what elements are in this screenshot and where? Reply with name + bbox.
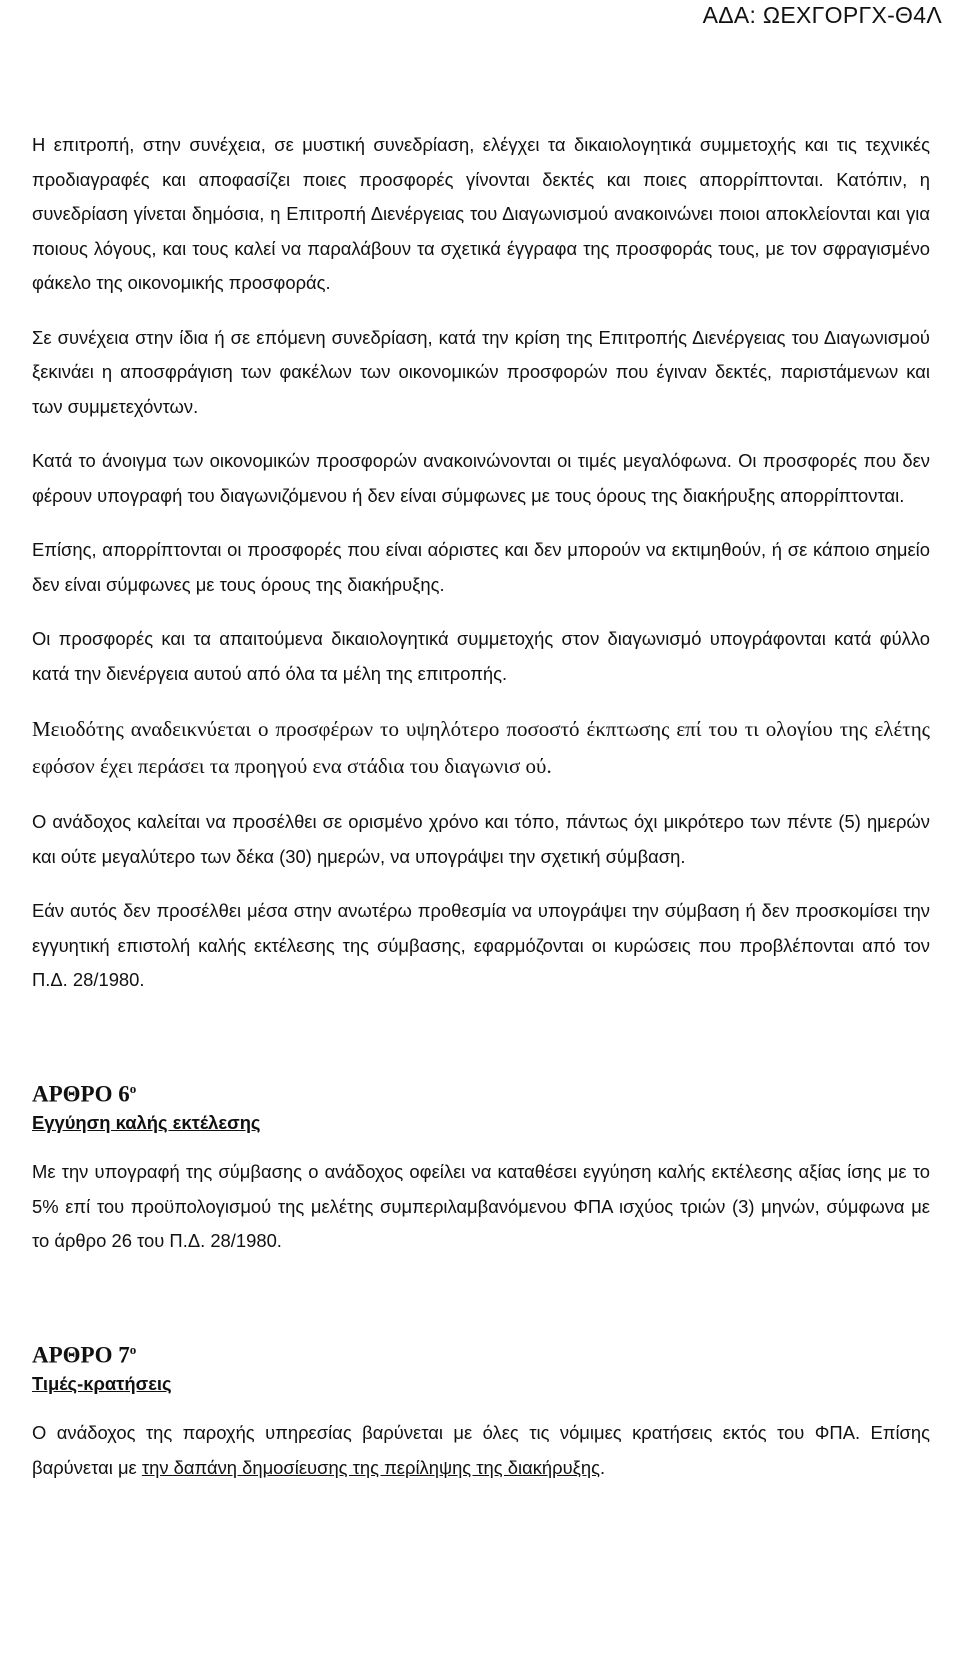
article-6-text: Με την υπογραφή της σύμβασης ο ανάδοχος οφείλει να καταθέσει εγγύηση καλής εκτέλεσης αξίας ίσης με το 5% επί του προϋπολογισμού της μελέτης συμπεριλαμβανόμενου ΦΠΑ ισχύος τριών (3) μηνών, σύμφωνα με το άρθρο 26 του Π.Δ. 28/1980. xyxy=(32,1161,930,1252)
paragraph-committee-review: Η επιτροπή, στην συνέχεια, σε μυστική συνεδρίαση, ελέγχει τα δικαιολογητικά συμμετοχής και τις τεχνικές προδιαγραφές και αποφασίζει ποιες προσφορές γίνονται δεκτές και ποιες απορρίπτονται. Κατόπιν, η συνεδρίαση γίνεται δημόσια, η Επιτροπή Διενέργειας του Διαγωνισμού ανακοινώνει ποιοι αποκλείονται και για ποιους λόγους, και τους καλεί να παραλάβουν τα σχετικά έγγραφα της προσφοράς τους, με τον σφραγισμένο φάκελο της οικονομικής προσφοράς. xyxy=(32,134,930,293)
paragraph-opening-session: Σε συνέχεια στην ίδια ή σε επόμενη συνεδρίαση, κατά την κρίση της Επιτροπής Διενέργειας του Διαγωνισμού ξεκινάει η αποσφράγιση των φακέλων των οικονομικών προσφορών που έγιναν δεκτές, παριστάμενων και των συμμετεχόντων. xyxy=(32,326,930,417)
paragraph-contractor-call: Ο ανάδοχος καλείται να προσέλθει σε ορισμένο χρόνο και τόπο, πάντως όχι μικρότερο των πέντε (5) ημερών και ούτε μεγαλύτερο των δέκα (30) ημερών, να υπογράψει την σχετική σύμβαση. xyxy=(32,811,930,867)
ada-code: ΑΔΑ: ΩΕΧΓΟΡΓΧ-Θ4Λ xyxy=(702,2,942,28)
article-7 xyxy=(32,1335,930,1486)
paragraph-price-announcement: Κατά το άνοιγμα των οικονομικών προσφορών ανακοινώνονται οι τιμές μεγαλόφωνα. Οι προσφορές που δεν φέρουν υπογραφή του διαγωνιζόμενου ή δεν είναι σύμφωνες με τους όρους της διακήρυξης απορρίπτονται. xyxy=(32,450,930,506)
article-7-subtitle: Τιμές-κρατήσεις xyxy=(32,1373,172,1395)
article-7-title: ΑΡΘΡΟ $7^o$ xyxy=(32,1341,137,1368)
paragraph-sanctions: Εάν αυτός δεν προσέλθει μέσα στην ανωτέρω προθεσμία να υπογράψει την σύμβαση ή δεν προσκομίσει την εγγυητική επιστολή καλής εκτέλεσης της σύμβασης, εφαρμόζονται οι κυρώσεις που προβλέπονται από τον Π.Δ. 28/1980. xyxy=(32,900,930,990)
paragraph-lowest-bidder: Μειοδότης αναδεικνύεται ο προσφέρων το υψηλότερο ποσοστό έκπτωσης επί του τι ολογίου της ελέτης εφόσον έχει περάσει τα προηγού ενα στάδια του διαγωνισ ού. xyxy=(32,717,930,778)
article-6 xyxy=(32,1074,930,1259)
article-6-title: ΑΡΘΡΟ $6^o$ xyxy=(32,1080,137,1107)
document-body xyxy=(32,128,930,1485)
paragraph-rejections: Επίσης, απορρίπτονται οι προσφορές που είναι αόριστες και δεν μπορούν να εκτιμηθούν, ή σε κάποιο σημείο δεν είναι σύμφωνες με τους όρους της διακήρυξης. xyxy=(32,539,930,595)
paragraph-signatures: Οι προσφορές και τα απαιτούμενα δικαιολογητικά συμμετοχής στον διαγωνισμό υπογράφονται κατά φύλλο κατά την διενέργεια αυτού από όλα τα μέλη της επιτροπής. xyxy=(32,628,930,684)
article-6-subtitle: Εγγύηση καλής εκτέλεσης xyxy=(32,1112,261,1134)
publication-cost-text: την δαπάνη δημοσίευσης της περίληψης της διακήρυξης xyxy=(141,1456,600,1478)
article-7-text: Ο ανάδοχος της παροχής υπηρεσίας βαρύνεται με όλες τις νόμιμες κρατήσεις εκτός του ΦΠΑ. Επίσης βαρύνεται με την δαπάνη δημοσίευσης της περίληψης της διακήρυξης. xyxy=(32,1422,930,1478)
